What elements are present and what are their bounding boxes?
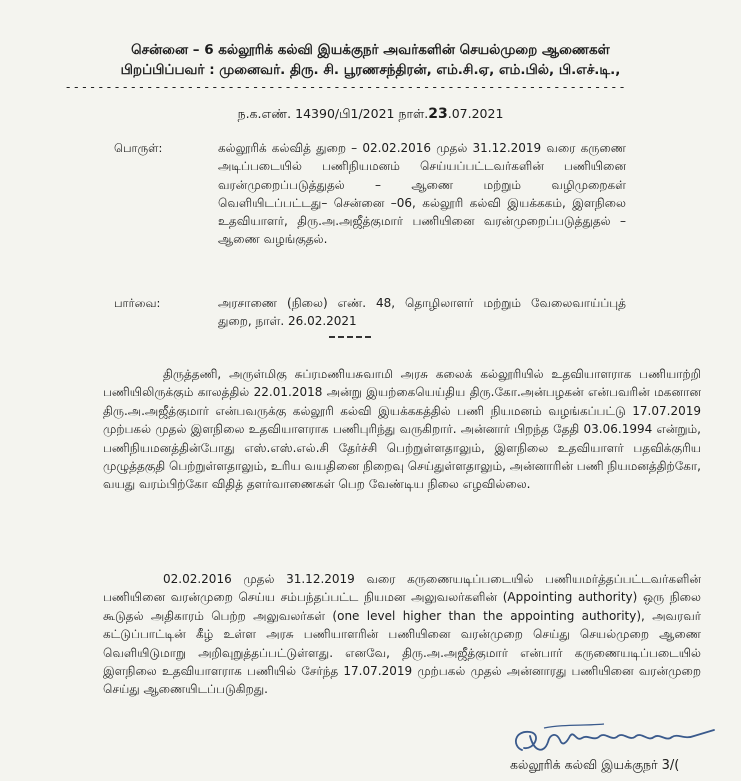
subject-label: பொருள்: xyxy=(114,141,163,155)
reference-doc-label: பார்வை: xyxy=(114,296,161,310)
header-divider: - - - - - - - - - - - - - - - - - - - - - - - - - - - - - - - - - - - - - - - - - - - - - - - - - - - - - - - - - - - - - - - - - - - - - xyxy=(66,80,625,94)
subject-body: கல்லூரிக் கல்வித் துறை – 02.02.2016 முதல் 31.12.2019 வரை கருணை அடிப்படையில் பணிநியமனம் செய்யப்பட்டவர்களின் பணியினை வரன்முறைப்படுத்துதல் – ஆணை மற்றும் வழிமுறைகள் வெளியிடப்பட்டது– சென்னை –06, கல்லூரி கல்வி இயக்ககம், இளநிலை உதவியாளர், திரு.அ.அஜீத்குமார் பணியினை வரன்முறைப்படுத்துதல் – ஆணை வழங்குதல். xyxy=(218,141,626,247)
reference-date-rest: .07.2021 xyxy=(447,106,504,121)
reference-date-day: 23 xyxy=(428,106,448,122)
body-paragraph-1 xyxy=(103,365,701,494)
subject-text xyxy=(218,139,626,249)
signatory-title: கல்லூரிக் கல்வி இயக்குநர் xyxy=(510,757,658,772)
paragraph-1-text: திருத்தணி, அருள்மிகு சுப்ரமணியசுவாமி அரசு கலைக் கல்லூரியில் உதவியாளராக பணியாற்றி பணியிலிருக்கும் காலத்தில் 22.01.2018 அன்று இயற்கையெய்திய திரு.கோ.அன்பழகன் என்பவரின் மகனான திரு.அ.அஜீத்குமார் என்பவருக்கு கல்லூரி கல்வி இயக்ககத்தில் பணி நியமனம் வழங்கப்பட்டு 17.07.2019 முற்பகல் முதல் இளநிலை உதவியாளராக பணிபுரிந்து வருகிறார். அன்னார் பிறந்த தேதி 03.06.1994 என்றும், பணிநியமனத்தின்போது எஸ்.எஸ்.எல்.சி தேர்ச்சி பெற்றுள்ளதாலும், இளநிலை உதவியாளர் பதவிக்குரிய முழுத்தகுதி பெற்றுள்ளதாலும், உரிய வயதினை நிறைவு செய்துள்ளதாலும், அன்னாரின் பணி நியமனத்திற்கோ, வயது வரம்பிற்கோ விதித் தளர்வாணைகள் பெற வேண்டிய நிலை எழவில்லை. xyxy=(103,367,701,492)
reference-doc-body: அரசாணை (நிலை) எண். 48, தொழிலாளர் மற்றும் வேலைவாய்ப்புத் துறை, நாள். 26.02.2021 xyxy=(218,296,626,329)
reference-number xyxy=(0,106,741,123)
body-paragraph-2 xyxy=(103,570,701,699)
header-title: சென்னை – 6 கல்லூரிக் கல்வி இயக்குநர் அவர்களின் செயல்முறை ஆணைகள் xyxy=(131,42,610,58)
paragraph-2-text: 02.02.2016 முதல் 31.12.2019 வரை கருணையடிப்படையில் பணியமர்த்தப்பட்டவர்களின் பணியினை வரன்முறை செய்ய சம்பந்தப்பட்ட நியமன அலுவலர்களின் (Appointing authority) ஒரு நிலை கூடுதல் அதிகாரம் பெற்ற அலுவலர்கள் (one level higher than the appointing authority), அவரவர் கட்டுப்பாட்டின் கீழ் உள்ள அரசு பணியாளரின் பணியினை வரன்முறை செய்து செயல்முறை ஆணை வெளியிடுமாறு அறிவுறுத்தப்பட்டுள்ளது. எனவே, திரு.அ.அஜீத்குமார் என்பார் கருணையடிப்படையில் இளநிலை உதவியாளராக பணியில் சேர்ந்த 17.07.2019 முற்பகல் முதல் அன்னாரது பணியினை வரன்முறை செய்து ஆணையிடப்படுகிறது. xyxy=(103,572,701,697)
section-divider xyxy=(329,336,371,338)
signatory-initial-date: 3/( xyxy=(661,758,680,773)
signature-scribble xyxy=(504,722,724,762)
reference-doc-text xyxy=(218,294,626,331)
reference-prefix: ந.க.எண். 14390/பி1/2021 நாள். xyxy=(237,106,429,121)
signatory-designation xyxy=(510,757,679,774)
header-issuer: பிறப்பிப்பவர் : முனைவர். திரு. சி. பூரணசந்திரன், எம்.சி.ஏ, எம்.பில், பி.எச்.டி., xyxy=(120,62,621,78)
